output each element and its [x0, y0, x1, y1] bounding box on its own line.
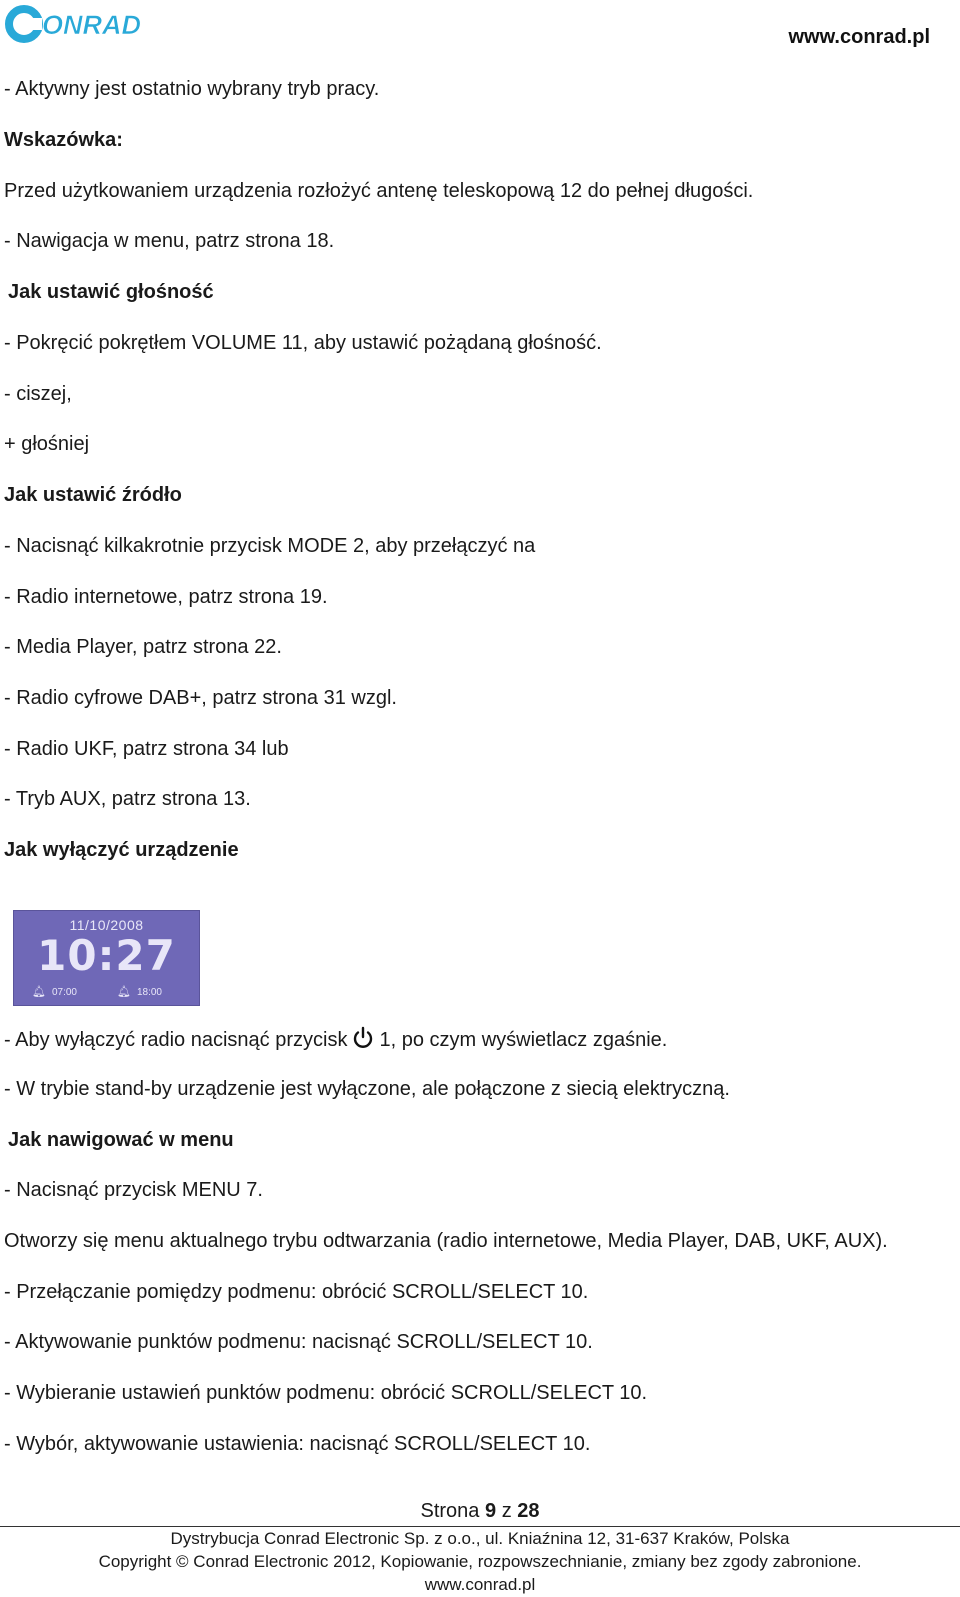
- text-line: - Nacisnąć kilkakrotnie przycisk MODE 2, aby przełączyć na: [4, 535, 536, 557]
- text-line: - Nawigacja w menu, patrz strona 18.: [4, 230, 335, 252]
- footer-url[interactable]: www.conrad.pl: [424, 1575, 536, 1594]
- display-alarm-1: [32, 985, 77, 998]
- text-line: - Aktywny jest ostatnio wybrany tryb pracy.: [4, 78, 380, 100]
- page-current: 9: [485, 1500, 497, 1522]
- section-heading-menu: Jak nawigować w menu: [8, 1129, 234, 1151]
- display-time: 10:27: [37, 931, 176, 980]
- text-line: - Radio internetowe, patrz strona 19.: [4, 586, 328, 608]
- text-line: - Aktywowanie punktów podmenu: nacisnąć SCROLL/SELECT 10.: [4, 1331, 593, 1353]
- display-alarm-2: [117, 985, 162, 998]
- text-fragment: - Aby wyłączyć radio nacisnąć przycisk: [4, 1029, 348, 1051]
- footer-divider: [0, 1526, 960, 1527]
- text-line: - Radio UKF, patrz strona 34 lub: [4, 738, 289, 760]
- page-total: 28: [517, 1500, 540, 1522]
- standby-display-image: [13, 910, 200, 1006]
- page-prefix: Strona: [420, 1500, 480, 1522]
- alarm-bell-icon: 🔔︎: [32, 986, 46, 998]
- text-line: - Wybieranie ustawień punktów podmenu: obrócić SCROLL/SELECT 10.: [4, 1382, 648, 1404]
- power-icon: [351, 1026, 375, 1050]
- text-line-power: [4, 1026, 667, 1052]
- section-heading-source: Jak ustawić źródło: [4, 484, 182, 506]
- svg-text:ONRAD: ONRAD: [42, 10, 141, 40]
- section-heading-volume: Jak ustawić głośność: [8, 281, 214, 303]
- display-date: 11/10/2008: [69, 917, 144, 933]
- conrad-logo: [4, 2, 164, 46]
- section-heading-power-off: Jak wyłączyć urządzenie: [4, 839, 239, 861]
- text-line: - Tryb AUX, patrz strona 13.: [4, 788, 251, 810]
- page-number: [0, 1500, 960, 1523]
- text-line: - ciszej,: [4, 383, 72, 405]
- text-line: - Media Player, patrz strona 22.: [4, 636, 282, 658]
- text-line: + głośniej: [4, 433, 90, 455]
- text-fragment: 1, po czym wyświetlacz zgaśnie.: [379, 1029, 668, 1051]
- text-line: Przed użytkowaniem urządzenia rozłożyć antenę teleskopową 12 do pełnej długości.: [4, 180, 754, 202]
- hint-title: Wskazówka:: [4, 129, 123, 151]
- page-separator: z: [501, 1500, 512, 1522]
- header-site-url[interactable]: www.conrad.pl: [788, 26, 930, 48]
- text-line: Otworzy się menu aktualnego trybu odtwarzania (radio internetowe, Media Player, DAB, UKF, AUX).: [4, 1230, 888, 1252]
- text-line: - Radio cyfrowe DAB+, patrz strona 31 wzgl.: [4, 687, 397, 709]
- display-alarm-1-time: 07:00: [51, 987, 77, 998]
- alarm-bell-icon: 🔔︎: [117, 986, 131, 998]
- footer-copyright: Copyright © Conrad Electronic 2012, Kopiowanie, rozpowszechnianie, zmiany bez zgody zabronione.: [98, 1552, 862, 1571]
- text-line: - Nacisnąć przycisk MENU 7.: [4, 1179, 263, 1201]
- text-line: - Wybór, aktywowanie ustawienia: nacisnąć SCROLL/SELECT 10.: [4, 1433, 591, 1455]
- text-line: - W trybie stand-by urządzenie jest wyłączone, ale połączone z siecią elektryczną.: [4, 1078, 730, 1100]
- display-alarm-2-time: 18:00: [136, 987, 162, 998]
- footer-distribution: Dystrybucja Conrad Electronic Sp. z o.o., ul. Kniaźnina 12, 31-637 Kraków, Polska: [170, 1529, 790, 1548]
- text-line: - Przełączanie pomiędzy podmenu: obrócić SCROLL/SELECT 10.: [4, 1281, 589, 1303]
- text-line: - Pokręcić pokrętłem VOLUME 11, aby ustawić pożądaną głośność.: [4, 332, 602, 354]
